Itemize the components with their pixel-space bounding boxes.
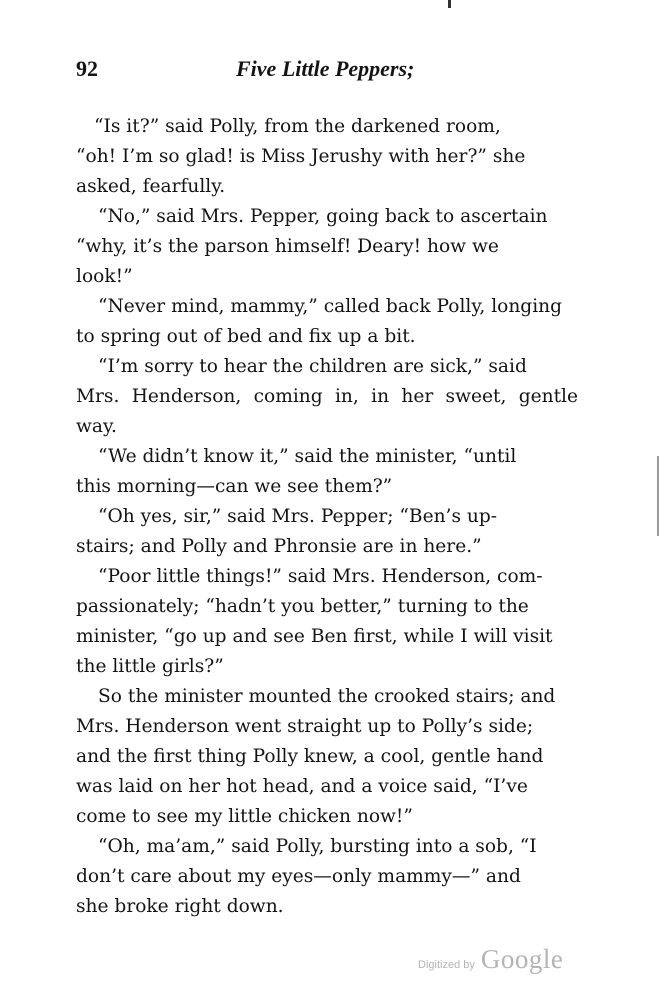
google-logo: Google [480, 944, 564, 974]
page-edge-shadow [657, 456, 659, 536]
running-title: Five Little Peppers; [236, 56, 415, 81]
paragraph: “Oh yes, sir,” said Mrs. Pepper; “Ben’s up- stairs; and Polly and Phronsie are in here.” [76, 506, 498, 557]
paragraph: “We didn’t know it,” said the minister, “until this morning—can we see them?” [76, 446, 517, 497]
paragraph: “No,” said Mrs. Pepper, going back to ascertain “why, it’s the parson himself! Deary! how we look!” [76, 206, 548, 287]
paragraph: “Never mind, mammy,” called back Polly, longing to spring out of bed and fix up a bit. [76, 296, 563, 347]
scan-mark [448, 0, 451, 8]
paragraph: So the minister mounted the crooked stairs; and Mrs. Henderson went straight up to Polly’s side; and the first thing Polly knew, a cool, gentle hand was laid on her hot head, and a voice said, “I’ve come to see my little chicken now!” [76, 686, 556, 827]
page-number: 92 [76, 56, 98, 81]
watermark-prefix: Digitized by [418, 959, 475, 971]
body-text [76, 112, 578, 922]
digitization-watermark [418, 944, 563, 978]
page-header [76, 56, 576, 86]
paragraph: “Poor little things!” said Mrs. Henderson, com- passionately; “hadn’t you better,” turning to the minister, “go up and see Ben first, while I will visit the little girls?” [76, 566, 553, 677]
paragraph: “I’m sorry to hear the children are sick,” said Mrs. Henderson, coming in, in her sweet, gentle way. [76, 356, 578, 437]
paragraph: “Oh, ma’am,” said Polly, bursting into a sob, “I don’t care about my eyes—only mammy—” and she broke right down. [76, 836, 537, 917]
paragraph: “Is it?” said Polly, from the darkened room, “oh! I’m so glad! is Miss Jerushy with her?” she asked, fearfully. [76, 116, 526, 197]
